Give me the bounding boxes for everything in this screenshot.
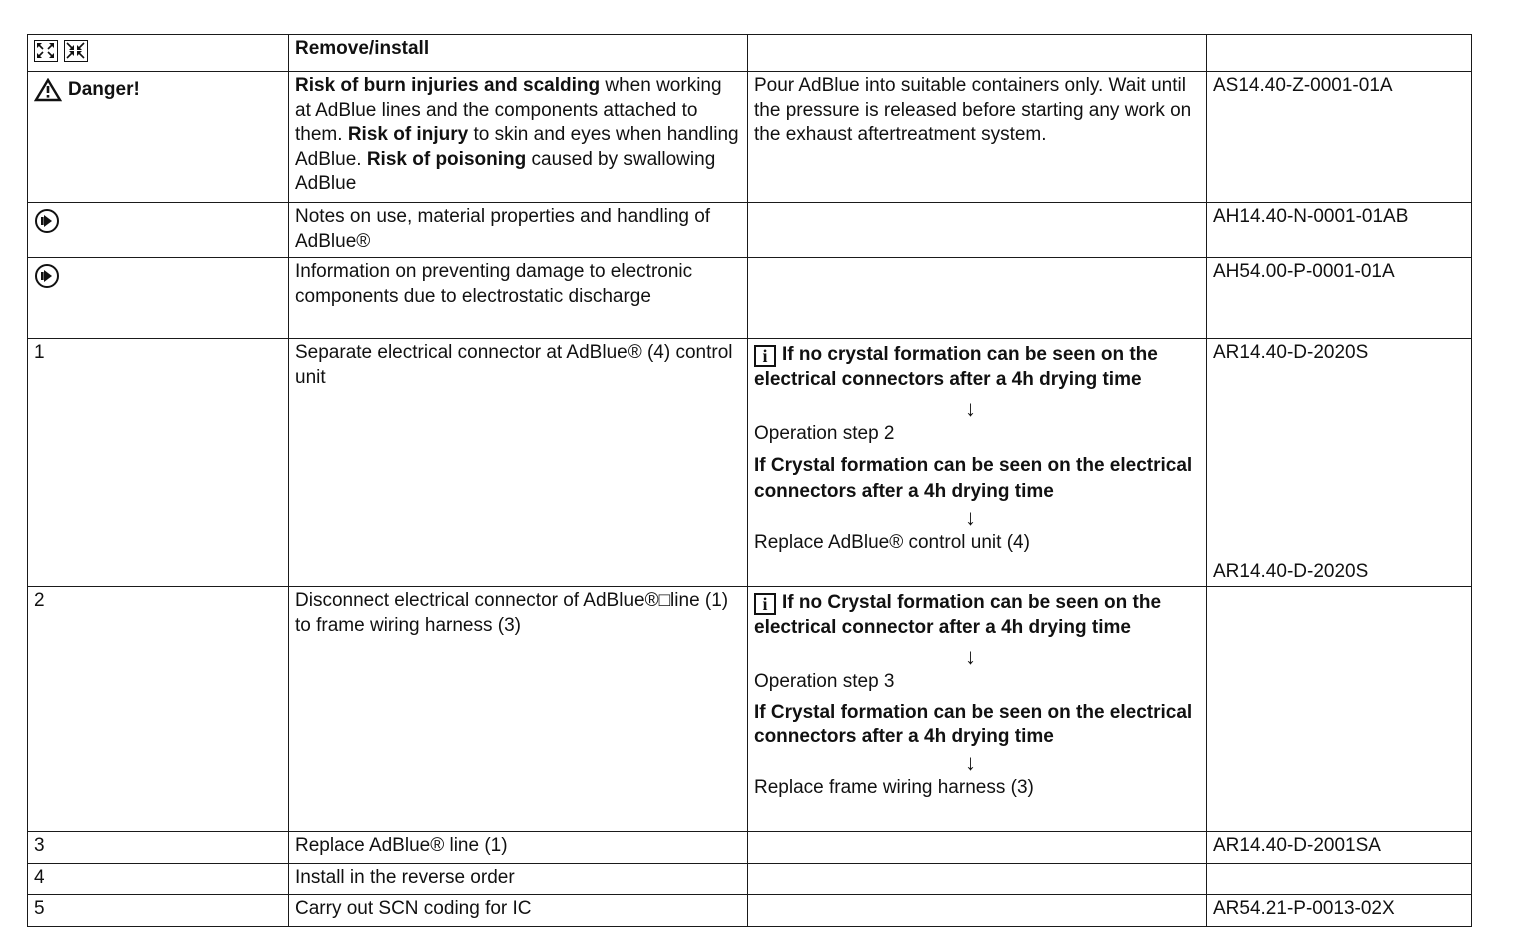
header-title: Remove/install [289, 35, 748, 72]
condition-text: If no Crystal formation can be seen on the electrical connector after a 4h drying time [754, 592, 1162, 638]
danger-measure: Pour AdBlue into suitable containers only. Wait until the pressure is released before starting any work on the exhaust aftertreatment system. [748, 72, 1207, 203]
danger-description [289, 72, 748, 203]
step-row [28, 832, 1472, 864]
note-icon [34, 208, 60, 234]
procedure-table [27, 34, 1472, 927]
step-text: Install in the reverse order [289, 864, 748, 895]
result-text: Operation step 2 [754, 423, 895, 444]
step-ref [1207, 864, 1472, 895]
warning-triangle-icon [34, 78, 62, 102]
result-text: Replace AdBlue® control unit (4) [754, 531, 1030, 553]
risk-injury: Risk of injury [347, 124, 469, 145]
step-ref [1207, 587, 1472, 832]
risk-injury-text: to skin and eyes when handling AdBlue. [295, 124, 739, 170]
step-empty-cell [748, 832, 1207, 864]
expand-icon [34, 40, 58, 62]
collapse-icon [64, 40, 88, 62]
step-empty-cell [748, 864, 1207, 895]
note-icon [34, 263, 60, 289]
down-arrow-icon: ↓ [965, 644, 976, 669]
info-icon: i [754, 345, 776, 367]
note-icon-cell [28, 258, 289, 339]
step-number: 1 [28, 339, 289, 587]
step-ref-cell [1207, 339, 1472, 587]
danger-label: Danger! [68, 79, 140, 100]
down-arrow-icon: ↓ [965, 396, 976, 421]
risk-burn-text: when working at AdBlue lines and the components attached to them. [295, 75, 722, 145]
condition-text: If Crystal formation can be seen on the electrical connectors after a 4h drying time [754, 454, 1193, 502]
risk-poisoning: Risk of poisoning [366, 148, 527, 170]
step-instructions [748, 587, 1207, 832]
step-number: 2 [28, 587, 289, 832]
note-row [28, 258, 1472, 339]
condition-text: If no crystal formation can be seen on the electrical connectors after a 4h drying time [754, 344, 1158, 390]
header-empty-cell [748, 35, 1207, 72]
note-empty-cell [748, 258, 1207, 339]
step-text: Disconnect electrical connector of AdBlue®□line (1) to frame wiring harness (3) [289, 587, 748, 832]
step-text: Replace AdBlue® line (1) [289, 832, 748, 864]
note-empty-cell [748, 203, 1207, 258]
risk-poisoning-text: caused by swallowing AdBlue [295, 148, 716, 194]
step-ref: AR14.40-D-2001SA [1207, 832, 1472, 864]
danger-row [28, 72, 1472, 203]
down-arrow-icon: ↓ [965, 504, 976, 530]
condition-text: If Crystal formation can be seen on the electrical connectors after a 4h drying time [754, 701, 1193, 747]
step-row [28, 864, 1472, 895]
note-text: Information on preventing damage to electronic components due to electrostatic discharge [289, 258, 748, 339]
result-text: Operation step 3 [754, 671, 895, 692]
note-row [28, 203, 1472, 258]
danger-label-cell [28, 72, 289, 203]
step-row [28, 339, 1472, 587]
step-text: Carry out SCN coding for IC [289, 895, 748, 927]
note-icon-cell [28, 203, 289, 258]
risk-burn: Risk of burn injuries and scalding [295, 75, 601, 96]
danger-ref: AS14.40-Z-0001-01A [1207, 72, 1472, 203]
step-ref: AR14.40-D-2020S [1213, 342, 1369, 363]
down-arrow-icon: ↓ [965, 749, 976, 775]
step-ref: AR54.21-P-0013-02X [1207, 895, 1472, 927]
result-text: Replace frame wiring harness (3) [754, 776, 1034, 798]
note-ref: AH14.40-N-0001-01AB [1207, 203, 1472, 258]
note-text: Notes on use, material properties and handling of AdBlue® [289, 203, 748, 258]
note-ref: AH54.00-P-0001-01A [1207, 258, 1472, 339]
header-empty-cell-ref [1207, 35, 1472, 72]
step-number: 5 [28, 895, 289, 927]
step-number: 3 [28, 832, 289, 864]
step-number: 4 [28, 864, 289, 895]
step-instructions [748, 339, 1207, 587]
step-row [28, 587, 1472, 832]
step-ref-secondary: AR14.40-D-2020S [1213, 560, 1369, 582]
step-row [28, 895, 1472, 927]
step-text: Separate electrical connector at AdBlue® (4) control unit [289, 339, 748, 587]
step-empty-cell [748, 895, 1207, 927]
header-icons-cell [28, 35, 289, 72]
header-row [28, 35, 1472, 72]
info-icon: i [754, 593, 776, 615]
